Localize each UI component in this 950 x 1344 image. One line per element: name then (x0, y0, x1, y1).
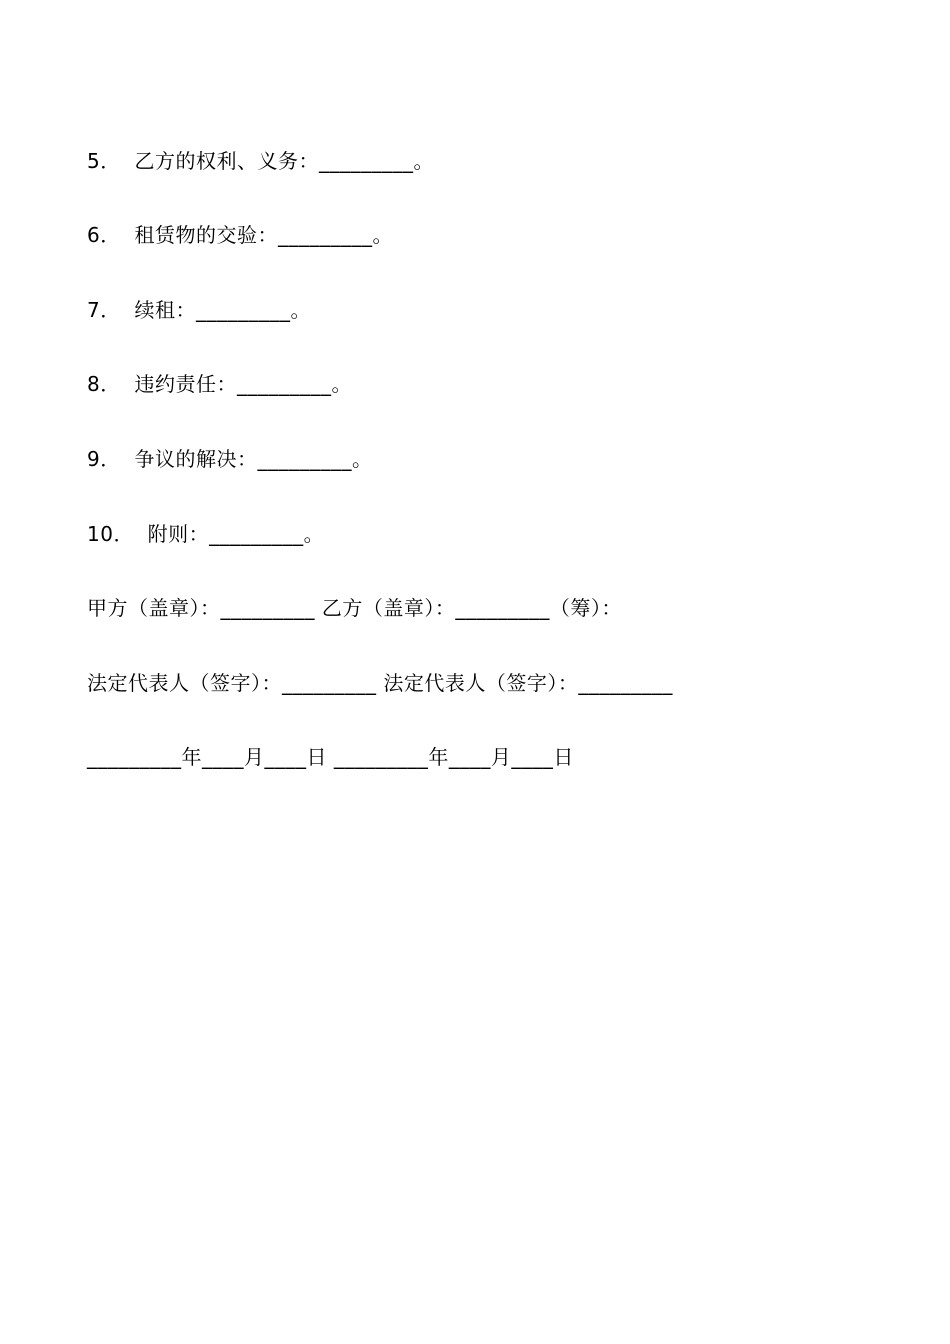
clause-8-liability: 8． 违约责任：_________。 (87, 372, 352, 396)
legal-representative-signature-line: 法定代表人（签字）：_________ 法定代表人（签字）：_________ (87, 671, 673, 695)
clause-9-dispute-resolution: 9． 争议的解决：_________。 (87, 447, 373, 471)
date-line: _________年____月____日 _________年____月____日 (87, 745, 574, 769)
clause-10-supplementary: 10． 附则：_________。 (87, 522, 325, 546)
party-seal-line: 甲方（盖章）：_________ 乙方（盖章）：_________（筹）： (87, 596, 622, 620)
clause-6-inspection: 6． 租赁物的交验：_________。 (87, 223, 393, 247)
clause-5-rights-obligations: 5． 乙方的权利、义务：_________。 (87, 149, 434, 173)
clause-7-renewal: 7． 续租：_________。 (87, 298, 311, 322)
